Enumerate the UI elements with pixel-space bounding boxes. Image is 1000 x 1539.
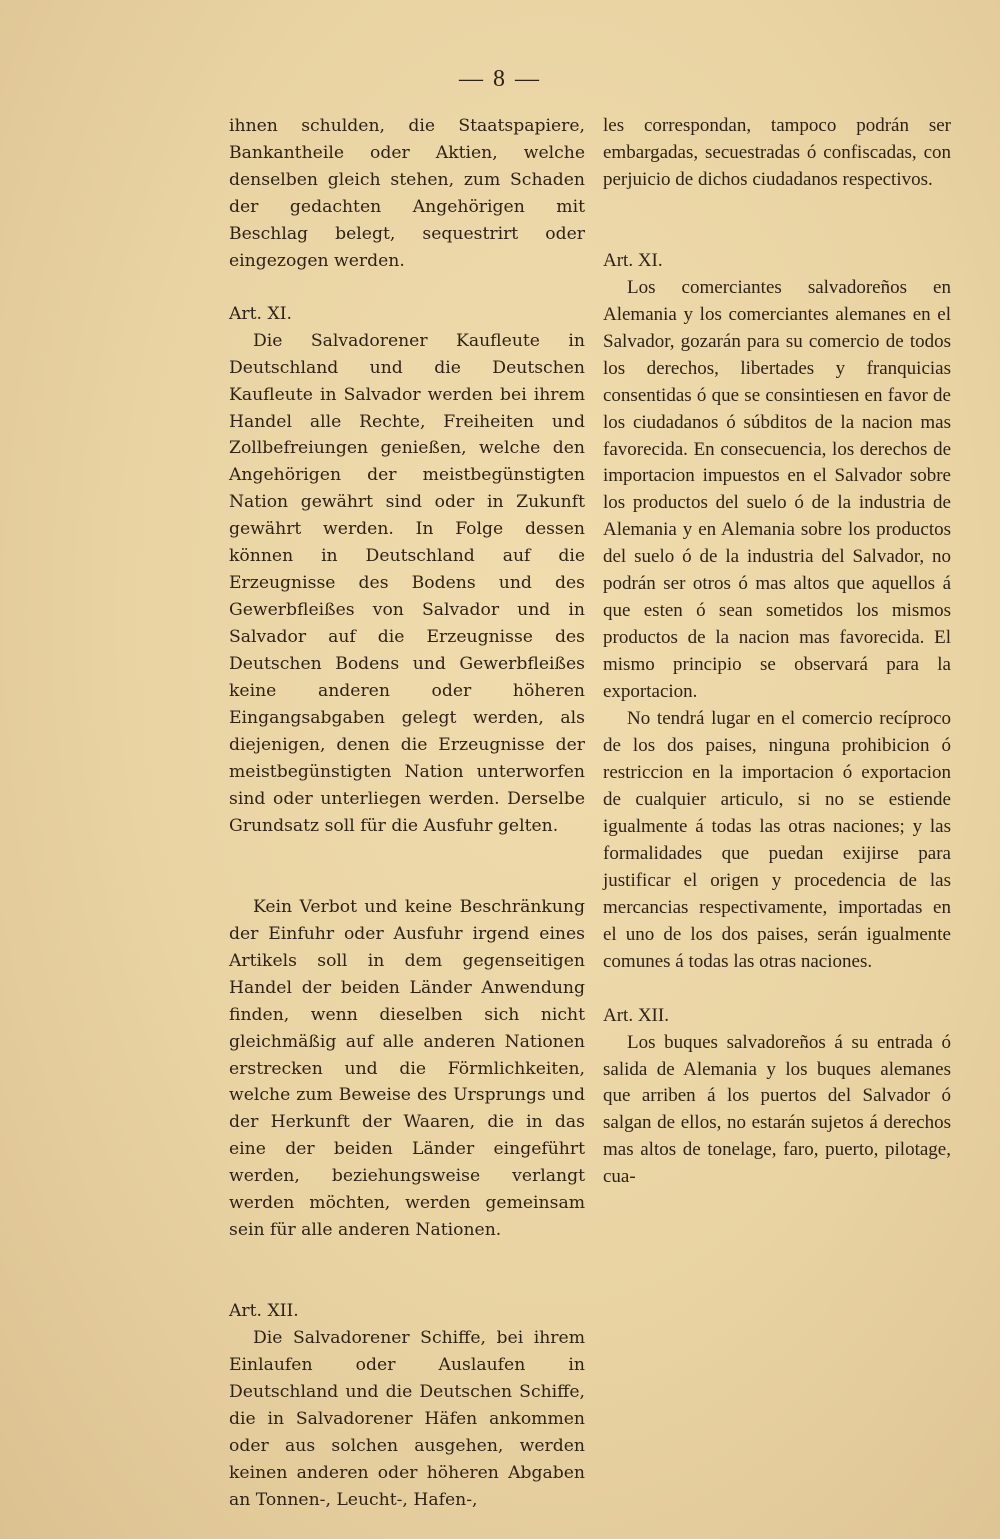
- article-heading: Art. XII.: [603, 1004, 669, 1026]
- paragraph: Los buques salvadoreños á su entrada ó salida de Alemania y los buques alemanes que arriben á los puertos del Salvador ó salgan de ellos, no estarán sujetos á derechos mas altos de tonelage, faro, puerto, pilotage, cua-: [603, 1031, 951, 1188]
- paragraph: No tendrá lugar en el comercio recíproco de los dos paises, ninguna prohibicion ó restriccion en la importacion ó exportacion de cualquier articulo, si no se estiende igualmente á todas las otras naciones; y las formalidades que puedan exijirse para justificar el origen y procedencia de las mercancias respectivamente, importadas en el uno de los dos paises, serán igualmente comunes á todas las otras naciones.: [603, 708, 951, 972]
- paragraph: Die Salvadorener Schiffe, bei ihrem Einlaufen oder Auslaufen in Deutschland und die Deutschen Schiffe, die in Salvadorener Häfen ankommen oder aus solchen ausgehen, werden keinen anderen oder höheren Abgaben an Tonnen-, Leucht-, Hafen-,: [229, 1328, 585, 1510]
- spanish-column: [603, 113, 951, 1191]
- paragraph: Die Salvadorener Kaufleute in Deutschland und die Deutschen Kaufleute in Salvador werden bei ihrem Handel alle Rechte, Freiheiten und Zollbefreiungen genießen, welche den Angehörigen der meistbegünstigten Nation gewährt sind oder in Zukunft gewährt werden. In Folge dessen können in Deutschland auf die Erzeugnisse des Bodens und des Gewerbfleißes von Salvador und in Salvador auf die Erzeugnisse des Deutschen Bodens und Gewerbfleißes keine anderen oder höheren Eingangsabgaben gelegt werden, als diejenigen, denen die Erzeugnisse der meistbegünstigten Nation unterworfen sind oder unterliegen werden. Derselbe Grundsatz soll für die Ausfuhr gelten.: [229, 330, 585, 836]
- paragraph: Kein Verbot und keine Beschränkung der Einfuhr oder Ausfuhr irgend eines Artikels soll in dem gegenseitigen Handel der beiden Länder Anwendung finden, wenn dieselben sich nicht gleichmäßig auf alle anderen Nationen erstrecken und die Förmlichkeiten, welche zum Beweise des Ursprungs und der Herkunft der Waaren, die in das eine der beiden Länder eingeführt werden, beziehungsweise verlangt werden möchten, werden gemeinsam sein für alle anderen Nationen.: [229, 896, 585, 1241]
- page-number: — 8 —: [459, 66, 541, 92]
- paragraph: Los comerciantes salvadoreños en Alemania y los comerciantes alemanes en el Salvador, gozarán para su comercio de todos los derechos, libertades y franquicias consentidas ó que se consintiesen en favor de los ciudadanos ó súbditos de la nacion mas favorecida. En consecuencia, los derechos de importacion impuestos en el Salvador sobre los productos del suelo ó de la industria de Alemania y en Alemania sobre los productos del suelo ó de la industria del Salvador, no podrán ser otros ó mas altos que aquellos á que esten ó sean sometidos los mismos productos de la nacion mas favorecida. El mismo principio se observará para la exportacion.: [603, 276, 951, 703]
- article-heading: Art. XII.: [229, 1301, 299, 1322]
- german-column: [229, 113, 585, 1514]
- article-heading: Art. XI.: [603, 249, 663, 271]
- article-heading: Art. XI.: [229, 303, 292, 324]
- paragraph: les correspondan, tampoco podrán ser embargadas, secuestradas ó confiscadas, con perjuicio de dichos ciudadanos respectivos.: [603, 115, 951, 190]
- paragraph: ihnen schulden, die Staatspapiere, Bankantheile oder Aktien, welche denselben gleich stehen, zum Schaden der gedachten Angehörigen mit Beschlag belegt, sequestrirt oder eingezogen werden.: [229, 116, 585, 271]
